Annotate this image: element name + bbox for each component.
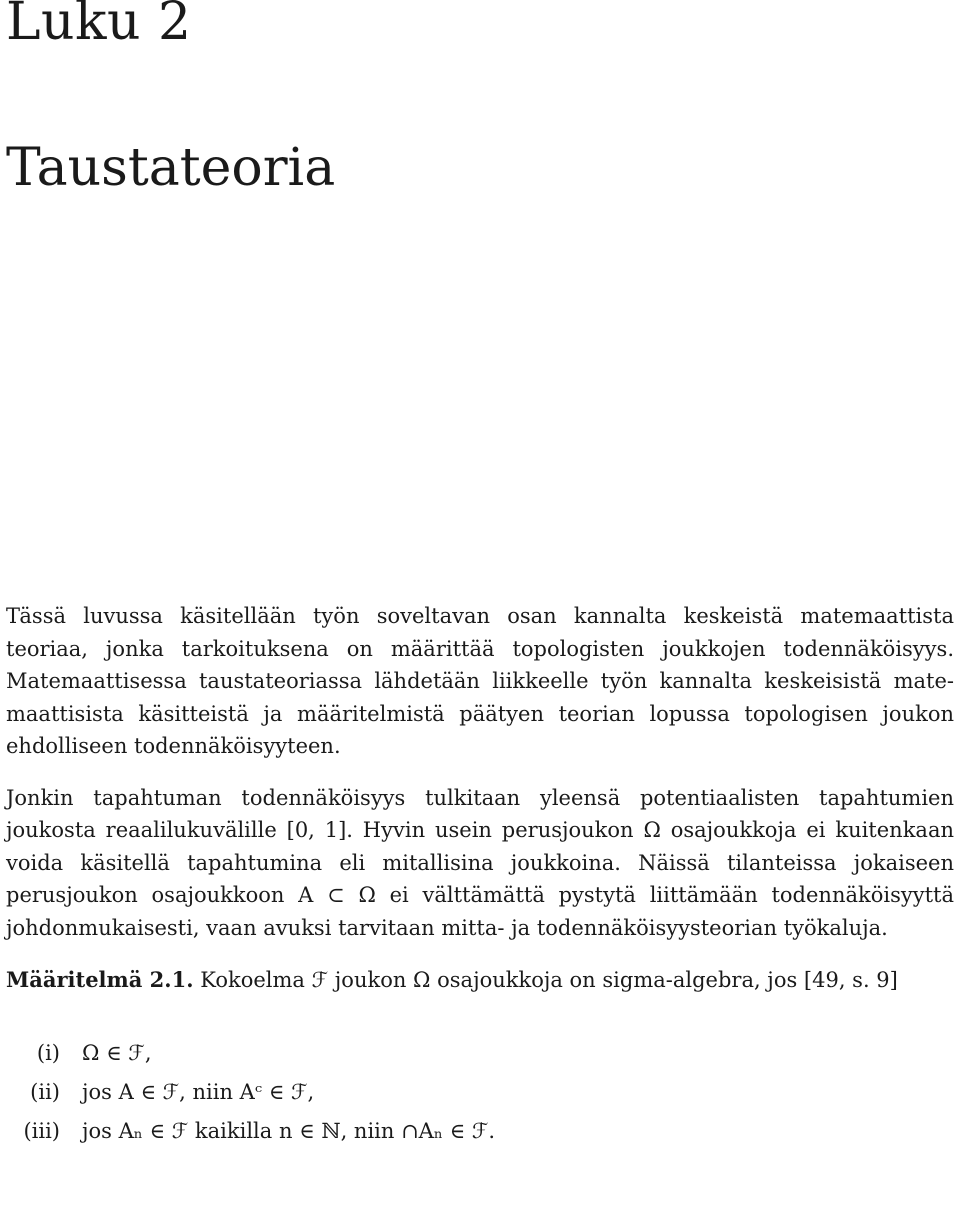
definition-conditions	[6, 1037, 954, 1154]
condition-number: (ii)	[30, 1079, 60, 1104]
chapter-label: Luku 2	[6, 0, 192, 52]
condition-item	[6, 1076, 954, 1115]
definition-2-1	[6, 964, 954, 997]
chapter-title: Taustateoria	[6, 138, 336, 198]
probability-paragraph: Jonkin tapahtuman todennäköisyys tulkitaan yleensä potentiaalisten tapahtumien joukosta reaalilukuvälille [0, 1]. Hyvin usein perusjoukon Ω osajoukkoja ei kuitenkaan voida käsitellä tapahtumina eli mitallisina joukkoina. Näissä tilanteissa jokaiseen perusjoukon osajoukkoon A ⊂ Ω ei välttämättä pystytä liittämään todennäköisyyttä johdonmukaisesti, vaan avuksi tarvitaan mitta- ja todennäköisyysteorian työkaluja.	[6, 785, 954, 940]
intro-paragraph: Tässä luvussa käsitellään työn soveltavan osan kannalta keskeistä matemaattista teoriaa, jonka tarkoituksena on määrittää topologisten joukkojen todennäköisyys. Matemaattisessa taustateoriassa lähdetään liikkeelle työn kannalta keskeisistä matemaattisista käsitteistä ja määritelmistä päätyen teorian lopussa topologisen joukon ehdolliseen todennäköisyyteen.	[6, 604, 954, 758]
condition-text: Ω ∈ ℱ,	[82, 1040, 152, 1065]
condition-text: jos Aₙ ∈ ℱ kaikilla n ∈ ℕ, niin ∩Aₙ ∈ ℱ.	[82, 1118, 496, 1143]
condition-number: (iii)	[23, 1118, 60, 1143]
definition-text: Kokoelma ℱ joukon Ω osajoukkoja on sigma-algebra, jos [49, s. 9]	[200, 968, 898, 992]
condition-item	[6, 1115, 954, 1154]
chapter-body	[6, 600, 954, 1154]
definition-label: Määritelmä 2.1.	[6, 967, 194, 992]
condition-item	[6, 1037, 954, 1076]
condition-number: (i)	[36, 1040, 60, 1065]
condition-text: jos A ∈ ℱ, niin Aᶜ ∈ ℱ,	[82, 1079, 315, 1104]
